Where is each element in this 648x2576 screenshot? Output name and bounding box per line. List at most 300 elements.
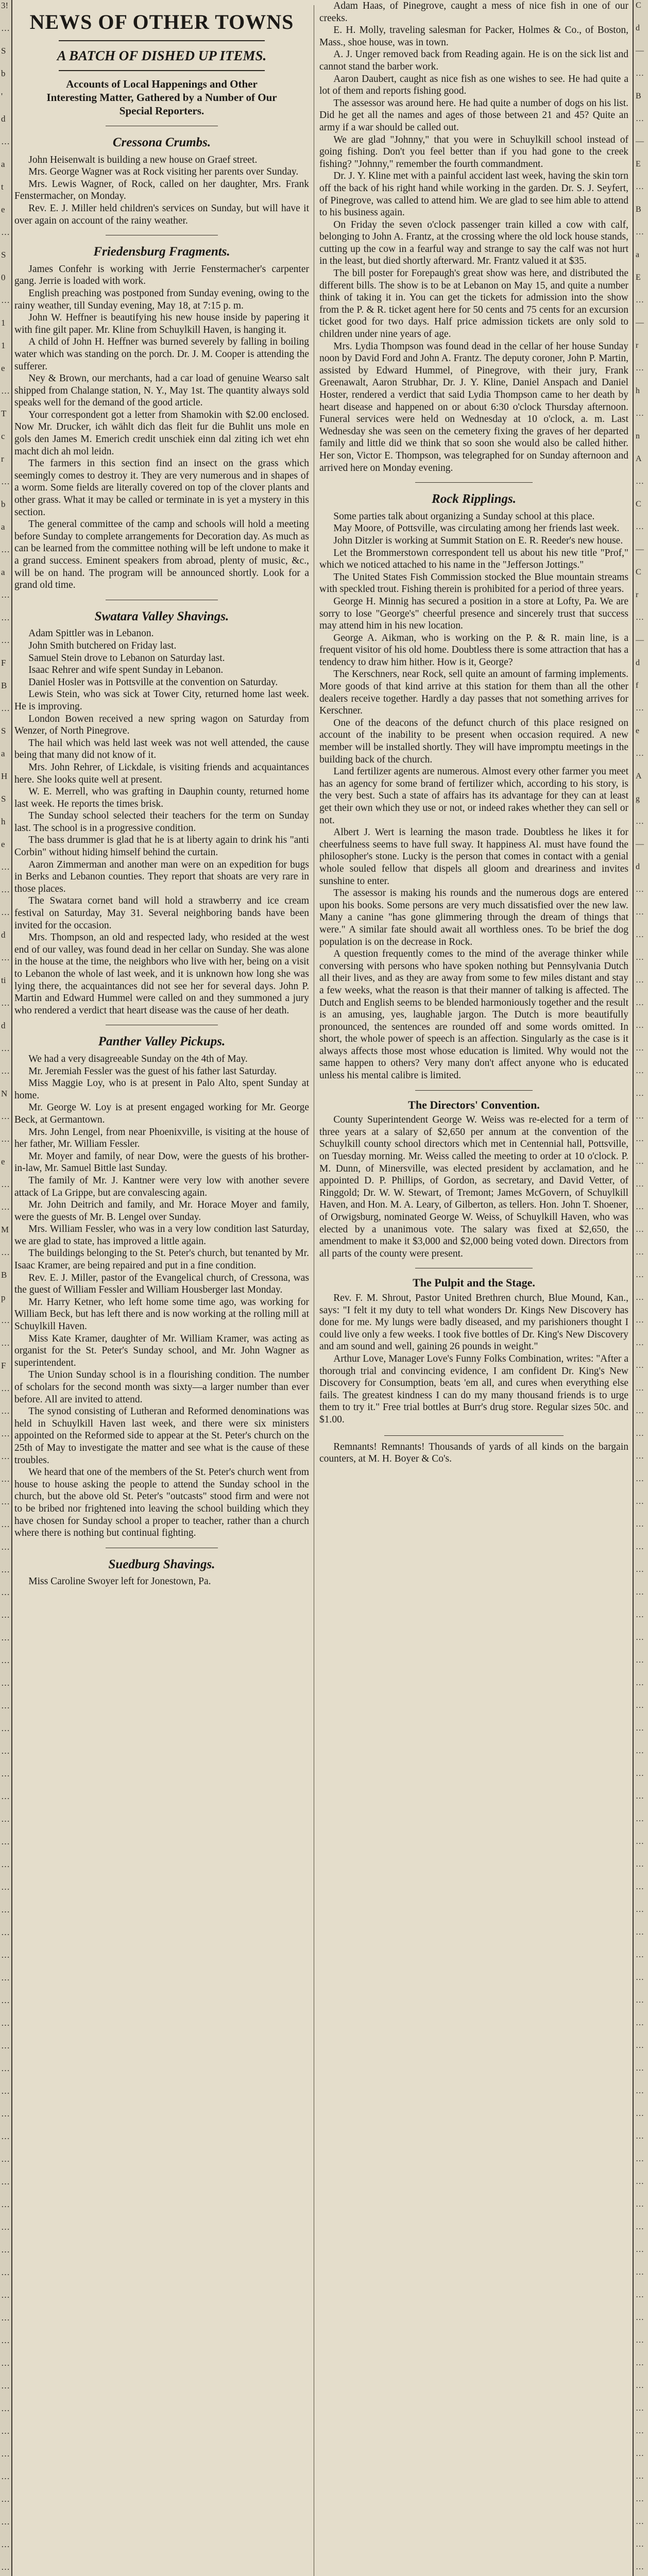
fragment-char: …	[1, 1111, 10, 1121]
fragment-char: 1	[1, 318, 6, 328]
article-heading: The Directors' Convention.	[408, 1098, 540, 1111]
fragment-char: …	[636, 2313, 644, 2322]
fragment-char: S	[1, 250, 6, 260]
news-item: Miss Caroline Swoyer left for Jonestown, Pa.	[28, 1576, 211, 1587]
news-item: Albert J. Wert is learning the mason trade. Doubtless he likes it for cheerfulness seems to have full sway. It happiness Al. must have found the philosopher's stone. Lucky is the person that comes in contact with a genial whole souled fellow that dispels all gloom and dreariness and invites sunshine to enter.	[319, 827, 628, 887]
masthead-deck: Accounts of Local Happenings and Other Interesting Matter, Gathered by a Number of Our Special Reporters.	[46, 78, 277, 117]
news-item: The family of Mr. J. Kantner were very low with another severe attack of La Grippe, but are convalescing again.	[14, 1175, 309, 1198]
section-heading: Cressona Crumbs.	[112, 135, 211, 149]
fragment-char: …	[636, 1565, 644, 1574]
fragment-char: …	[636, 998, 644, 1007]
fragment-char: d	[1, 114, 6, 124]
fragment-char: …	[1, 1859, 10, 1869]
fragment-char: …	[636, 69, 644, 78]
fragment-char: e	[1, 205, 5, 214]
fragment-char: …	[1, 545, 10, 554]
news-item: Mr. John Deitrich and family, and Mr. Horace Moyer and family, were the guests of Mr. B. Lengel over Sunday.	[14, 1199, 309, 1223]
fragment-char: c	[1, 431, 5, 441]
fragment-char: —	[636, 137, 644, 146]
fragment-char: …	[636, 930, 644, 939]
news-item: Rev. F. M. Shrout, Pastor United Brethren church, Blue Mound, Kan., says: "I felt it my duty to tell what wonders Dr. Kings New Discovery has done for me. My lungs were badly diseased, and my parishioners thought I could live only a few weeks. I took five bottles of Dr. King's New Discovery and am sound and well, gaining 26 pounds in weight."	[319, 1292, 628, 1352]
fragment-char: …	[636, 1270, 644, 1279]
fragment-char: …	[1, 2041, 10, 2050]
news-item: The general committee of the camp and schools will hold a meeting before Sunday to complete arrangements for Decoration day. As much as can be learned from the committee nothing will be left undone to make it a grand success. Eminent speakers from abroad, plenty of music, &c., will be on hand. The program will be announced shortly. Look for a grand old time.	[14, 519, 309, 591]
fragment-char: …	[1, 1995, 10, 2005]
section-divider	[415, 482, 533, 483]
fragment-char: …	[636, 1973, 644, 1982]
fragment-char: …	[636, 1815, 644, 1823]
news-item: Let the Brommerstown correspondent tell us about his new title "Prof," which we noticed attached to his name in the "Jefferson Jottings."	[319, 547, 628, 571]
left-column-fragment	[0, 0, 12, 2576]
news-item: Land fertilizer agents are numerous. Almost every other farmer you meet has an agency for some brand of fertilizer which, according to his story, is the very best. Such a state of affairs has its advantage for they can at least get their own which they use or not, or indeed rakes whether they can sell or not.	[319, 766, 628, 826]
news-item: Mrs. Thompson, an old and respected lady, who resided at the west end of our valley, was found dead in her cellar on Sunday. She was alone in the house at the time, the neighbors who live with her, being on a visit to Lebanon the whole of last week, and it is unknown how long she was lying there, the acquaintances did not see her for several days. John P. Martin and Edward Hummel were called on and they summoned a jury who rendered a verdict that heart disease was the cause of her death.	[14, 932, 309, 1016]
news-item: The hail which was held last week was not well attended, the cause being that many did not know of it.	[14, 737, 309, 761]
fragment-char: …	[1, 613, 10, 622]
news-item: Miss Maggie Loy, who is at present in Palo Alto, spent Sunday at home.	[14, 1078, 309, 1101]
news-item: Miss Kate Kramer, daughter of Mr. William Kramer, was acting as organist for the St. Peter's Sunday school, and Mr. John Wagner as superintendent.	[14, 1333, 309, 1368]
fragment-char: …	[636, 522, 644, 531]
fragment-char: …	[636, 1361, 644, 1370]
fragment-char: …	[1, 2403, 10, 2413]
news-item: A question frequently comes to the mind of the average thinker while conversing with persons who have spoken nothing but Pennsylvania Dutch all their lives, and as they are away from some to few miles distant and stay a few weeks, what the reason is that their manner of talking is affected. The Dutch and English seems to be blended harmoniously together and the result is an amusing, yes, laughable jargon. The Dutch is more beautifully pronounced, the sentences are rounded off and some words omitted. In short, the whole power of speech is an affection. Singularly as the case is it always affects those most whose education is limited. Why would not the same happen to others? Very many don't affect anyone who is educated unless his mental calibre is limited.	[319, 948, 628, 1081]
fragment-char: …	[1, 953, 10, 962]
fragment-char: …	[636, 1044, 644, 1053]
fragment-char: H	[1, 771, 8, 781]
fragment-char: e	[1, 1157, 5, 1166]
fragment-char: C	[636, 500, 641, 509]
fragment-char: …	[636, 885, 644, 894]
fragment-char: …	[636, 114, 644, 123]
fragment-char: B	[1, 681, 7, 690]
news-item: English preaching was postponed from Sunday evening, owing to the rainy weather, till Sunday evening, May 18, at 7:15 p. m.	[14, 287, 309, 311]
fragment-char: …	[1, 2018, 10, 2028]
fragment-char: d	[1, 930, 6, 940]
fragment-char: …	[1, 2471, 10, 2481]
news-item: John Heisenwalt is building a new house on Graef street.	[28, 154, 258, 165]
fragment-char: …	[636, 1248, 644, 1257]
fragment-char: …	[636, 1769, 644, 1778]
fragment-char: d	[636, 24, 640, 32]
fragment-char: …	[1, 2199, 10, 2209]
fragment-char: B	[636, 205, 641, 214]
fragment-char: …	[1, 998, 10, 1008]
fragment-char: …	[636, 2223, 644, 2231]
fragment-char: '	[1, 91, 3, 101]
fragment-char: 3!	[1, 1, 9, 10]
fragment-char: …	[636, 1747, 644, 1755]
fragment-char: …	[636, 2177, 644, 2186]
news-item: The Sunday school selected their teachers for the term on Sunday last. The school is in a progressive condition.	[14, 810, 309, 834]
fragment-char: …	[636, 2404, 644, 2413]
fragment-char: …	[636, 1543, 644, 1551]
fragment-char: …	[636, 704, 644, 713]
fragment-char: …	[636, 1338, 644, 1347]
fragment-char: …	[1, 1202, 10, 1212]
fragment-char: …	[636, 976, 644, 985]
fragment-char: C	[636, 568, 641, 577]
fragment-char: …	[636, 182, 644, 191]
fragment-char: …	[636, 1860, 644, 1869]
fragment-char: …	[1, 137, 10, 146]
fragment-char: …	[1, 295, 10, 305]
fragment-char: …	[1, 1655, 10, 1665]
fragment-char: …	[636, 1611, 644, 1619]
fragment-char: …	[1, 2063, 10, 2073]
masthead-rule	[59, 40, 265, 41]
news-item: Adam Spittler was in Lebanon.	[28, 628, 154, 639]
fragment-char: …	[1, 1837, 10, 1846]
fragment-char: …	[636, 817, 644, 826]
fragment-char: …	[636, 2359, 644, 2367]
fragment-char: …	[636, 2291, 644, 2299]
fragment-char: …	[636, 1905, 644, 1914]
fragment-char: …	[1, 1429, 10, 1438]
fragment-char: …	[636, 477, 644, 486]
fragment-char: —	[636, 46, 644, 55]
fragment-char: …	[636, 1429, 644, 1438]
fragment-char: …	[636, 1679, 644, 1687]
fragment-char: B	[1, 1270, 7, 1280]
article-heading: The Pulpit and the Stage.	[413, 1276, 535, 1290]
fragment-char: r	[636, 590, 639, 599]
news-item: Ney & Brown, our merchants, had a car load of genuine Wearso salt shipped from Chalange station, N. Y., May 1st. The quantity always sold speaks well for the demand of the good article.	[14, 373, 309, 409]
news-item: E. H. Molly, traveling salesman for Packer, Holmes & Co., of Boston, Mass., shoe house, was in town.	[319, 25, 628, 48]
fragment-char: …	[1, 1746, 10, 1756]
fragment-char: C	[636, 1, 641, 10]
fragment-char: …	[1, 1587, 10, 1597]
news-item: Arthur Love, Manager Love's Funny Folks Combination, writes: "After a thorough trial and convincing evidence, I am confident Dr. King's New Discovery for Consumption, beats 'em all, and cures when everything else fails. The greatest kindness I can do my many thousand friends is to urge them to try it." Free trial bottles at Burr's drug store. Regular sizes 50c. and $1.00.	[319, 1353, 628, 1425]
news-item: Lewis Stein, who was sick at Tower City, returned home last week. He is improving.	[14, 689, 309, 712]
fragment-char: —	[636, 636, 644, 645]
fragment-char: …	[636, 1928, 644, 1937]
section-heading: Rock Ripplings.	[432, 492, 516, 506]
section-heading: Friedensburg Fragments.	[93, 245, 230, 259]
fragment-char: …	[636, 1202, 644, 1211]
fragment-char: …	[636, 2563, 644, 2571]
fragment-char: …	[636, 1724, 644, 1733]
fragment-char: …	[1, 1791, 10, 1801]
fragment-char: …	[636, 1225, 644, 1234]
section-divider	[384, 1435, 564, 1436]
news-item: Rev. E. J. Miller held children's services on Sunday, but will have it over again on account of the rainy weather.	[14, 202, 309, 226]
fragment-char: b	[1, 69, 6, 78]
fragment-char: …	[1, 1315, 10, 1325]
news-item: James Confehr is working with Jerrie Fenstermacher's carpenter gang. Jerrie is loaded with work.	[14, 263, 309, 287]
fragment-char: …	[1, 23, 10, 33]
fragment-char: …	[1, 1678, 10, 1688]
news-item: The assessor is making his rounds and the numerous dogs are entered upon his books. Some persons are very much dissatisfied over the new law. Many a canine "has gone glimmering through the dream of things that were." A similar fate should await all worthless ones. To be brief the dog population is on the decrease in Rock.	[319, 888, 628, 947]
fragment-char: …	[636, 2087, 644, 2095]
news-item: We heard that one of the members of the St. Peter's church went from house to house asking the people to attend the Sunday school in the church, but the above old St. Peter's "outcasts" stood firm and were not to be bribed nor frightened into leaving the school building which they have chosen for Sunday school a proper to teacher, rather than a church where there is nothing but continual fighting.	[14, 1467, 309, 1539]
fragment-char: …	[636, 2449, 644, 2458]
fragment-char: r	[1, 454, 4, 464]
news-item: Your correspondent got a letter from Shamokin with $2.00 enclosed. Now Mr. Drucker, ich wählt dich das fleit fur die Buhlit uns mole en gols den James M. Emerich credit unschiek einn dal ziting ich wet ehn macht dich ah mol leidn.	[14, 409, 309, 457]
news-item: The bill poster for Forepaugh's great show was here, and distributed the different bills. The show is to be at Lebanon on May 15, and quite a number think of taking it in. You can get the tickets for admission into the show from the P. & R. ticket agent here for 50 cents and 75 cents for an excursion ticket good for two days. Half price admission tickets are only sold to children under nine years of age.	[319, 268, 628, 340]
column-right-body	[319, 0, 628, 1465]
fragment-char: …	[1, 1247, 10, 1257]
fragment-char: …	[1, 1383, 10, 1393]
fragment-char: —	[636, 545, 644, 554]
fragment-char: …	[636, 749, 644, 758]
fragment-char: …	[1, 2426, 10, 2436]
news-item: Adam Haas, of Pinegrove, caught a mess of nice fish in one of our creeks.	[319, 1, 628, 24]
fragment-char: …	[1, 2222, 10, 2232]
news-item: The assessor was around here. He had quite a number of dogs on his list. Did he get all the names and ages of those between 21 and 45? Quite an army if a war should be called out.	[319, 97, 628, 133]
fragment-char: …	[1, 1723, 10, 1733]
fragment-char: A	[636, 454, 642, 463]
news-item: Aaron Zimmerman and another man were on an expedition for bugs in Berks and Lebanon counties. They report that shoats are very rare in those places.	[14, 859, 309, 894]
fragment-char: …	[636, 613, 644, 622]
fragment-char: …	[1, 2131, 10, 2141]
fragment-char: …	[636, 1157, 644, 1166]
fragment-char: …	[636, 2268, 644, 2277]
news-item: Isaac Rehrer and wife spent Sunday in Lebanon.	[28, 665, 224, 676]
fragment-char: d	[1, 1021, 6, 1030]
fragment-char: T	[1, 409, 7, 418]
column-left-body	[14, 126, 309, 1588]
news-item: The Swatara cornet band will hold a strawberry and ice cream festival on Saturday, May 31. Several neighboring bands have been invited for the occasion.	[14, 895, 309, 931]
fragment-char: …	[1, 1043, 10, 1053]
fragment-char: …	[636, 1996, 644, 2005]
fragment-char: …	[636, 1475, 644, 1483]
fragment-char: a	[636, 250, 640, 259]
fragment-char: …	[636, 1406, 644, 1415]
news-item: Mr. George W. Loy is at present engaged working for Mr. George Beck, at Germantown.	[14, 1102, 309, 1125]
fragment-char: …	[1, 1134, 10, 1144]
fragment-char: …	[1, 2177, 10, 2187]
fragment-char: a	[1, 567, 5, 577]
masthead	[14, 10, 309, 117]
fragment-char: …	[636, 364, 644, 372]
fragment-char: …	[636, 1066, 644, 1075]
fragment-char: …	[636, 1701, 644, 1710]
column-left	[14, 0, 309, 2576]
fragment-char: …	[1, 2358, 10, 2368]
fragment-char: …	[1, 1497, 10, 1506]
fragment-char: …	[636, 2495, 644, 2503]
fragment-char: …	[636, 2540, 644, 2549]
news-item: Aaron Daubert, caught as nice fish as one wishes to see. He had quite a lot of them and reports fishing good.	[319, 73, 628, 97]
masthead-rule	[59, 70, 265, 71]
news-item: John Smith butchered on Friday last.	[28, 640, 177, 651]
fragment-char: …	[636, 1792, 644, 1801]
news-item: Samuel Stein drove to Lebanon on Saturday last.	[28, 652, 225, 664]
news-item: The Kerschners, near Rock, sell quite an amount of farming implements. More goods of that kind arrive at this station for them than all the other dealers receive together. Hardly a day passes that not something arrives for Kerschner.	[319, 669, 628, 717]
fragment-char: p	[1, 1293, 6, 1302]
news-item: Remnants! Remnants! Thousands of yards of all kinds on the bargain counters, at M. H. Boyer & Co's.	[319, 1441, 628, 1465]
fragment-char: …	[636, 2064, 644, 2073]
fragment-char: …	[636, 2427, 644, 2435]
fragment-char: …	[1, 2517, 10, 2527]
fragment-char: …	[636, 2019, 644, 2027]
news-item: Mr. Moyer and family, of near Dow, were the guests of his brother-in-law, Mr. Samuel Bittle last Sunday.	[14, 1150, 309, 1174]
fragment-char: e	[1, 363, 5, 373]
news-item: Mrs. William Fessler, who was in a very low condition last Saturday, we are glad to state, has improved a little again.	[14, 1224, 309, 1247]
news-item: George H. Minnig has secured a position in a store at Lofty, Pa. We are sorry to lose "George's" cheerful presence and sincerely trust that success may attend him in his new location.	[319, 596, 628, 632]
fragment-char: …	[1, 1814, 10, 1824]
fragment-char: …	[636, 953, 644, 962]
news-item: The buildings belonging to the St. Peter's church, but tenanted by Mr. Isaac Kramer, are being repaired and put in a fine condition.	[14, 1248, 309, 1272]
news-item: We had a very disagreeable Sunday on the 4th of May.	[28, 1053, 248, 1064]
fragment-char: d	[636, 658, 640, 667]
fragment-char: …	[636, 2200, 644, 2209]
fragment-char: …	[1, 2154, 10, 2164]
fragment-char: …	[1, 386, 10, 396]
fragment-char: …	[636, 908, 644, 917]
fragment-char: a	[1, 749, 5, 758]
news-item: Mrs. John Rehrer, of Lickdale, is visiting friends and acquaintances here. She looks quite well at present.	[14, 761, 309, 785]
fragment-char: 0	[1, 273, 6, 282]
column-right	[319, 0, 628, 2576]
news-item: A. J. Unger removed back from Reading again. He is on the sick list and cannot stand the barber work.	[319, 49, 628, 72]
fragment-char: …	[636, 1633, 644, 1642]
fragment-char: …	[1, 1769, 10, 1778]
news-item: W. E. Merrell, who was grafting in Dauphin county, returned home last week. He reports the times brisk.	[14, 786, 309, 809]
fragment-char: …	[636, 1951, 644, 1959]
news-item: Some parties talk about organizing a Sunday school at this place.	[333, 511, 595, 522]
news-item: Mrs. John Lengel, from near Phoenixville, is visiting at the house of her father, Mr. William Fessler.	[14, 1126, 309, 1150]
fragment-char: …	[1, 1701, 10, 1710]
fragment-char: F	[1, 1361, 6, 1370]
fragment-char: …	[636, 1316, 644, 1325]
fragment-char: …	[636, 1089, 644, 1098]
fragment-char: e	[1, 839, 5, 849]
fragment-char: …	[1, 2267, 10, 2277]
fragment-char: …	[1, 2381, 10, 2391]
news-item: John W. Heffner is beautifying his new house inside by papering it with fine gilt paper. Mr. Kline from Schuylkill Haven, is hanging it.	[14, 312, 309, 335]
fragment-char: …	[636, 1180, 644, 1189]
fragment-char: …	[1, 2313, 10, 2323]
fragment-char: …	[636, 2381, 644, 2390]
fragment-char: a	[1, 159, 5, 169]
news-item: The bass drummer is glad that he is at liberty again to drink his "anti Corbin" without hiding himself behind the curtain.	[14, 835, 309, 858]
fragment-char: …	[1, 703, 10, 713]
fragment-char: …	[636, 1384, 644, 1393]
fragment-char: …	[636, 1497, 644, 1506]
news-item: We are glad "Johnny," that you were in Schuylkill school instead of going fishing. Don't you feel better than if you had gone to the creek fishing? "Johnny," remember the fourth commandment.	[319, 134, 628, 170]
fragment-char: …	[1, 862, 10, 872]
fragment-char: …	[1, 1519, 10, 1529]
masthead-subtitle: A BATCH OF DISHED UP ITEMS.	[57, 48, 267, 63]
fragment-char: …	[1, 1406, 10, 1416]
fragment-char: a	[1, 522, 5, 532]
masthead-title: NEWS OF OTHER TOWNS	[29, 10, 294, 33]
fragment-char: …	[636, 1112, 644, 1121]
news-item: County Superintendent George W. Weiss was re-elected for a term of three years at a salary of $2,650 per annum at the convention of the Schuylkill county school directors which met in Centennial hall, Pottsville, on Tuesday morning. Mr. Weiss called the meeting to order at 10 o'clock. P. M. Dunn, of Minersville, was elected president by acclamation, and he appointed D. P. Phillips, of Gordon, as secretary, and David Vetter, of Ringgold; Dr. W. W. Stewart, of Tremont; James McGovern, of Schuylkill Haven, and Hon. M. A. Leary, of Gilberton, as tellers. Hon. John T. Shoener, of Orwigsburg, nominated George W. Weiss, of Schuylkill Haven, who was elected by a unanimous vote. The salary was fixed at $2,650, the amendment to make it $3,000 and $2,000 being voted down. Directors from all parts of the county were present.	[319, 1114, 628, 1259]
fragment-char: …	[1, 1905, 10, 1914]
fragment-char: …	[1, 907, 10, 917]
fragment-char: —	[636, 318, 644, 327]
fragment-char: …	[636, 1520, 644, 1529]
fragment-char: …	[636, 1656, 644, 1665]
fragment-char: e	[636, 726, 640, 735]
fragment-char: 1	[1, 341, 6, 350]
news-item: The farmers in this section find an insect on the grass which seemingly comes to destroy it. They are very numerous and in shapes of a worm. Some fields are literally covered on top of the clover plants and other grass. What it may be called or terminate in is yet a mystery in this section.	[14, 458, 309, 518]
fragment-char: …	[1, 477, 10, 486]
fragment-char: …	[1, 1950, 10, 1960]
fragment-char: …	[1, 1565, 10, 1574]
news-item: Dr. J. Y. Kline met with a painful accident last week, having the skin torn off the back of his right hand while working in the garden. Dr. S. J. Seyfert, of Pinegrove, was called to attend him. We are glad to see him able to attend to his business again.	[319, 171, 628, 218]
right-column-fragment	[633, 0, 648, 2576]
fragment-char: n	[636, 432, 640, 440]
section-heading: Panther Valley Pickups.	[98, 1035, 226, 1049]
fragment-char: …	[636, 2336, 644, 2345]
fragment-char: A	[636, 772, 642, 781]
news-item: Mrs. Lydia Thompson was found dead in the cellar of her house Sunday noon by David Ford and John A. Frantz. The deputy coroner, John P. Martin, assisted by Edward Hummel, of Pinegrove, with their jury, Frank Greenawalt, Aaron Strubhar, Dr. J. Y. Kline, Daniel Anspach and Daniel Hoster, rendered a verdict that said Lydia Thompson came to her death by heart disease and happened on or about 6:30 o'clock Thursday afternoon. Funeral services were held on Wednesday at 10 o'clock, a. m. Last Wednesday she was seen on the cemetery fixing the graves of her departed family and little did we think that so soon she would also be called hither. Her son, Victor E. Thompson, was telegraphed for on Sunday afternoon and arrived here on Monday evening.	[319, 341, 628, 473]
news-item: May Moore, of Pottsville, was circulating among her friends last week.	[333, 523, 620, 534]
fragment-char: …	[1, 1474, 10, 1484]
fragment-char: ti	[1, 975, 6, 985]
fragment-char: B	[636, 92, 641, 100]
news-item: The United States Fish Commission stocked the Blue mountain streams with speckled trout. Fishing therein is prohibited for a period of three years.	[319, 571, 628, 595]
news-item: A child of John H. Heffner was burned severely by falling in boiling water which was standing on the porch. Dr. J. M. Cooper is attending the sufferer.	[14, 336, 309, 372]
fragment-char: …	[1, 2290, 10, 2300]
fragment-char: r	[636, 341, 639, 350]
news-item: Mr. Jeremiah Fessler was the guest of his father last Saturday.	[28, 1065, 277, 1077]
fragment-char: …	[1, 2245, 10, 2255]
fragment-char: …	[636, 2472, 644, 2481]
fragment-char: F	[1, 658, 6, 668]
fragment-char: …	[636, 2245, 644, 2254]
fragment-char: …	[1, 1179, 10, 1189]
fragment-char: …	[1, 2449, 10, 2459]
news-item: Mr. Harry Ketner, who left home some time ago, was working for William Beck, but has left there and is now working at the rolling mill at Schuylkill Haven.	[14, 1296, 309, 1332]
news-item: Mrs. George Wagner was at Rock visiting her parents over Sunday.	[28, 166, 299, 178]
section-divider	[415, 1090, 533, 1091]
fragment-char: …	[636, 2132, 644, 2141]
fragment-char: …	[636, 2041, 644, 2050]
fragment-char: …	[636, 1837, 644, 1846]
fragment-char: f	[636, 681, 639, 690]
news-item: George A. Aikman, who is working on the P. & R. main line, is a frequent visitor of his old home. Doubtless there is some attraction that has a tendency to draw him hither. How is it, George?	[319, 632, 628, 668]
fragment-char: …	[636, 1883, 644, 1891]
section-heading: Suedburg Shavings.	[108, 1557, 215, 1571]
fragment-char: …	[636, 2517, 644, 2526]
fragment-char: …	[1, 1882, 10, 1892]
news-item: Rev. E. J. Miller, pastor of the Evangelical church, of Cressona, was the guest of William Fessler and William Housberger last Monday.	[14, 1272, 309, 1296]
fragment-char: …	[636, 2155, 644, 2163]
fragment-char: …	[1, 1927, 10, 1937]
fragment-char: …	[636, 409, 644, 418]
fragment-char: …	[1, 1610, 10, 1620]
fragment-char: …	[636, 1021, 644, 1030]
fragment-char: h	[636, 386, 640, 395]
news-item: The synod consisting of Lutheran and Reformed denominations was held in Schuylkill Haven last week, and there were six ministers appointed on the Reformed side to appear at the St. Peter's church on the 25th of May to investigate the matter and see what is the cause of these troubles.	[14, 1406, 309, 1466]
fragment-char: …	[1, 635, 10, 645]
fragment-char: …	[636, 1134, 644, 1143]
fragment-char: …	[636, 2109, 644, 2118]
fragment-char: M	[1, 1225, 9, 1234]
fragment-char: …	[1, 1066, 10, 1076]
fragment-char: …	[1, 2335, 10, 2345]
news-item: One of the deacons of the defunct church of this place resigned on account of the inability to be present when occasion required. A new member will be installed shortly. They will have impromptu meetings in the building back of the church.	[319, 717, 628, 765]
fragment-char: S	[1, 46, 6, 56]
fragment-char: …	[636, 1293, 644, 1302]
fragment-char: …	[1, 2539, 10, 2549]
fragment-char: …	[1, 227, 10, 237]
fragment-char: …	[636, 1452, 644, 1461]
fragment-char: …	[1, 2109, 10, 2119]
fragment-char: …	[1, 1973, 10, 1982]
fragment-char: …	[1, 1451, 10, 1461]
fragment-char: d	[636, 862, 640, 871]
fragment-char: …	[1, 885, 10, 894]
fragment-char: …	[1, 1542, 10, 1552]
fragment-char: …	[636, 228, 644, 236]
news-item: The Union Sunday school is in a flourishing condition. The number of scholars for the second month was sixty—a larger number than ever before. All are invited to attend.	[14, 1369, 309, 1405]
fragment-char: —	[636, 840, 644, 849]
fragment-char: b	[1, 499, 6, 509]
